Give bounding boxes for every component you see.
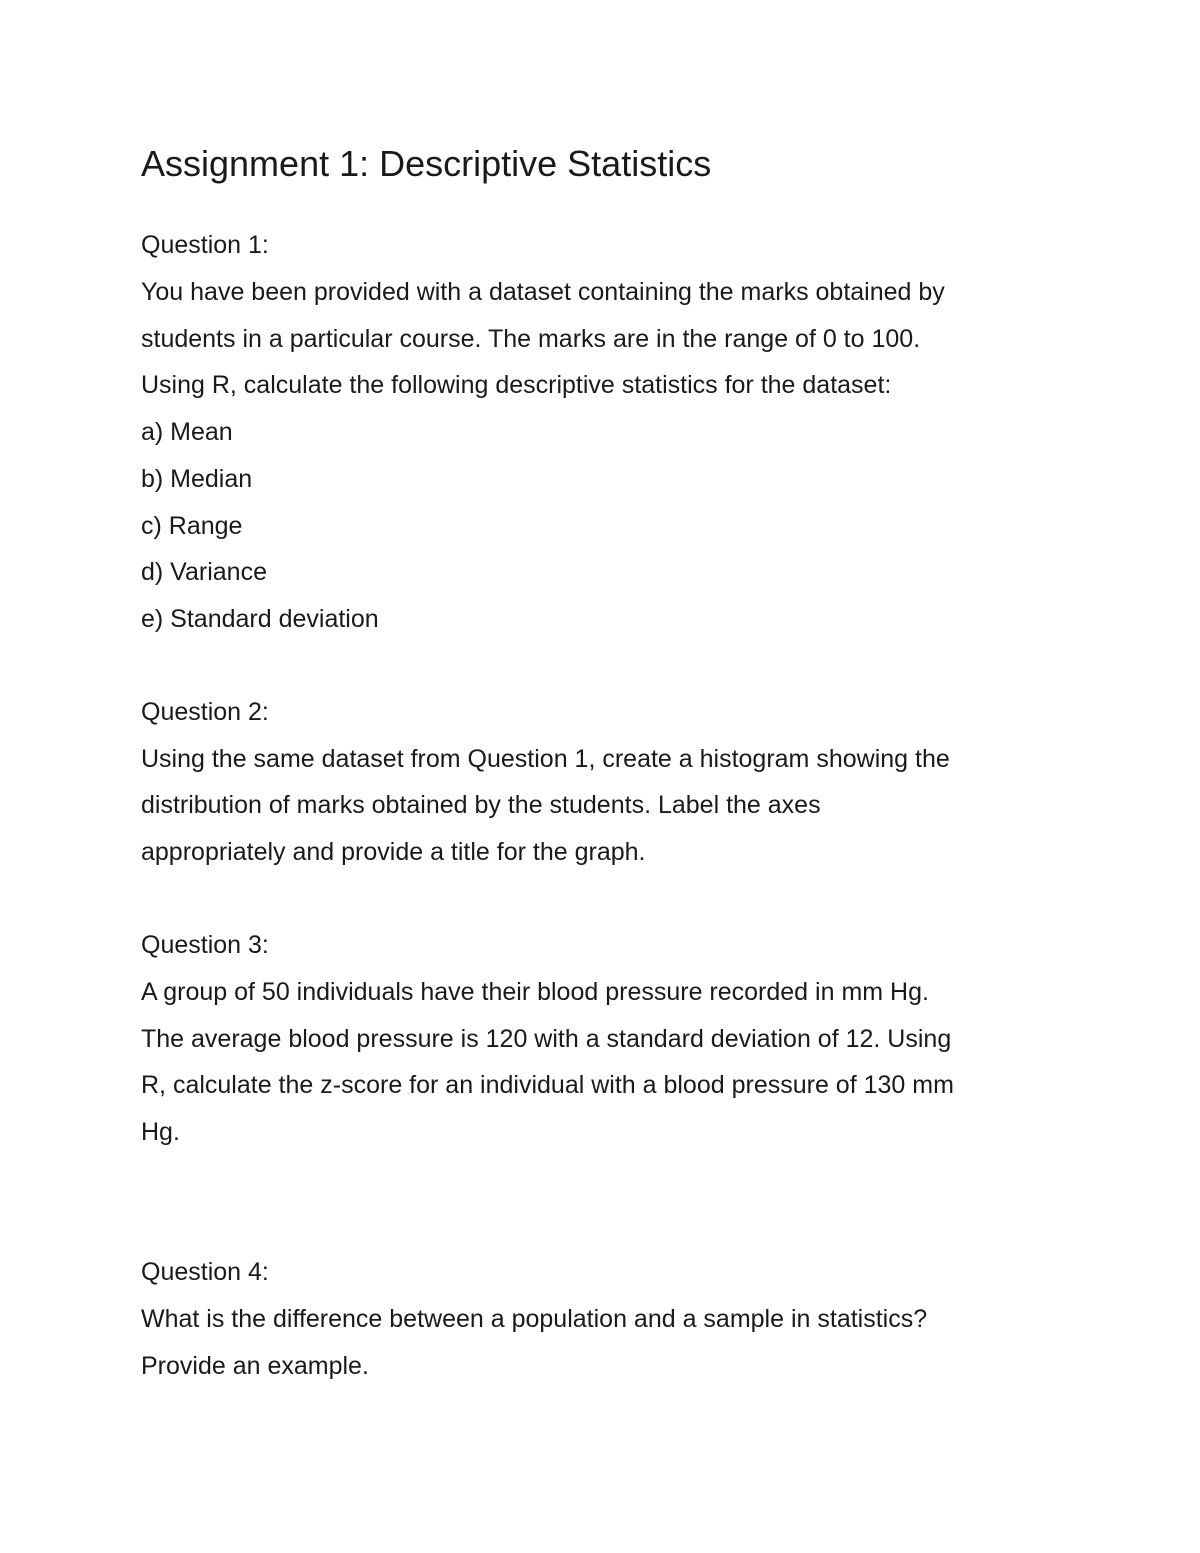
question-1-option-b: b) Median <box>141 465 253 493</box>
question-1-option-d: d) Variance <box>141 558 267 586</box>
question-1-line-3: Using R, calculate the following descriptive statistics for the dataset: <box>141 371 892 399</box>
question-3-line-3: R, calculate the z-score for an individual with a blood pressure of 130 mm <box>141 1071 954 1099</box>
question-1-option-a: a) Mean <box>141 418 233 446</box>
page-title: Assignment 1: Descriptive Statistics <box>141 143 712 184</box>
question-2-heading: Question 2: <box>141 698 269 726</box>
question-3-line-2: The average blood pressure is 120 with a standard deviation of 12. Using <box>141 1025 952 1053</box>
question-1-heading: Question 1: <box>141 231 269 259</box>
question-3-line-4: Hg. <box>141 1118 180 1146</box>
question-2-line-1: Using the same dataset from Question 1, create a histogram showing the <box>141 745 950 773</box>
question-4-heading: Question 4: <box>141 1258 269 1286</box>
question-4-line-2: Provide an example. <box>141 1352 369 1380</box>
question-1-option-e: e) Standard deviation <box>141 605 379 633</box>
question-3-line-1: A group of 50 individuals have their blood pressure recorded in mm Hg. <box>141 978 929 1006</box>
question-1-line-1: You have been provided with a dataset containing the marks obtained by <box>141 278 945 306</box>
question-2-line-3: appropriately and provide a title for the graph. <box>141 838 646 866</box>
question-2-line-2: distribution of marks obtained by the students. Label the axes <box>141 791 821 819</box>
question-4-line-1: What is the difference between a population and a sample in statistics? <box>141 1305 928 1333</box>
question-1-option-c: c) Range <box>141 512 243 540</box>
question-1-line-2: students in a particular course. The marks are in the range of 0 to 100. <box>141 325 921 353</box>
question-3-heading: Question 3: <box>141 931 269 959</box>
